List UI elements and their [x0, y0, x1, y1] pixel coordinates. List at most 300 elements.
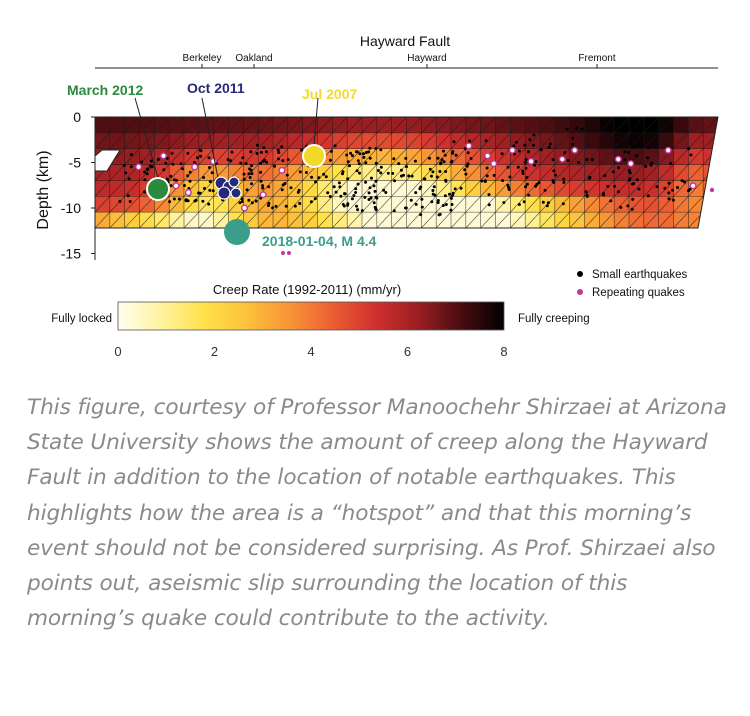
creep-cell — [258, 133, 273, 149]
creep-cell — [703, 165, 718, 181]
mesh-line — [703, 212, 718, 228]
y-axis-label: Depth (km) — [35, 150, 52, 230]
small-earthquake-point — [250, 182, 253, 185]
small-earthquake-point — [566, 128, 569, 131]
creep-cell — [599, 212, 614, 228]
small-earthquake-point — [414, 191, 417, 194]
creep-cell — [377, 196, 392, 212]
creep-cell — [674, 196, 689, 212]
small-earthquake-point — [265, 150, 268, 153]
creep-cell — [688, 212, 703, 228]
small-earthquake-point — [170, 175, 173, 178]
creep-cell — [169, 133, 184, 149]
small-earthquake-point — [484, 179, 487, 182]
creep-cell — [614, 133, 629, 149]
small-earthquake-point — [124, 171, 127, 174]
small-earthquake-point — [534, 160, 537, 163]
creep-cell — [496, 212, 511, 228]
small-earthquake-point — [362, 156, 365, 159]
creep-cell — [614, 165, 629, 181]
creep-cell — [555, 133, 570, 149]
small-earthquake-point — [317, 176, 320, 179]
creep-cell — [214, 133, 229, 149]
small-earthquake-point — [250, 169, 253, 172]
small-earthquake-point — [351, 154, 354, 157]
creep-cell — [392, 212, 407, 228]
small-earthquake-point — [612, 170, 615, 173]
small-earthquake-point — [449, 209, 452, 212]
small-earthquake-point — [310, 176, 313, 179]
small-earthquake-point — [542, 201, 545, 204]
legend — [577, 269, 687, 299]
creep-cell — [110, 180, 125, 196]
repeating-quake-point — [560, 156, 566, 162]
small-earthquake-point — [164, 162, 167, 165]
small-earthquake-point — [173, 198, 176, 201]
small-earthquake-point — [526, 183, 529, 186]
small-earthquake-point — [430, 175, 433, 178]
y-tick-label: -5 — [68, 154, 81, 171]
creep-cell — [555, 117, 570, 133]
small-earthquake-point — [208, 166, 211, 169]
small-earthquake-point — [588, 176, 591, 179]
small-earthquake-point — [314, 181, 317, 184]
colorbar-title: Creep Rate (1992-2011) (mm/yr) — [212, 282, 402, 297]
small-earthquake-point — [171, 152, 174, 155]
small-earthquake-point — [486, 167, 489, 170]
repeating-quake-point — [628, 161, 634, 167]
creep-cell — [481, 117, 496, 133]
small-earthquake-point — [297, 191, 300, 194]
small-earthquake-point — [260, 151, 263, 154]
event-oct-2011-marker — [229, 177, 239, 187]
small-earthquake-point — [281, 159, 284, 162]
creep-cell — [303, 212, 318, 228]
creep-cell — [451, 165, 466, 181]
creep-cell — [510, 212, 525, 228]
creep-cell — [570, 196, 585, 212]
event-oct-2011-marker — [231, 188, 241, 198]
creep-cell — [273, 149, 288, 165]
small-earthquake-point — [455, 154, 458, 157]
small-earthquake-point — [171, 163, 174, 166]
small-earthquake-point — [357, 159, 360, 162]
small-earthquake-point — [668, 182, 671, 185]
small-earthquake-point — [384, 191, 387, 194]
creep-cell — [125, 180, 140, 196]
small-earthquake-point — [523, 200, 526, 203]
creep-cell — [525, 196, 540, 212]
creep-cell — [585, 117, 600, 133]
creep-cell — [125, 149, 140, 165]
creep-cell — [392, 180, 407, 196]
small-earthquake-point — [212, 189, 215, 192]
event-jul-2007-label: Jul 2007 — [302, 86, 358, 102]
creep-cell — [599, 149, 614, 165]
small-earthquake-point — [343, 192, 346, 195]
creep-cell — [599, 180, 614, 196]
creep-cell — [347, 212, 362, 228]
colorbar-tick-label: 4 — [307, 344, 315, 359]
y-tick-label: 0 — [73, 109, 81, 125]
creep-cell — [466, 180, 481, 196]
small-earthquake-point — [404, 207, 407, 210]
colorbar-left-label: Fully locked — [51, 313, 112, 325]
small-earthquake-point — [314, 197, 317, 200]
small-earthquake-point — [339, 195, 342, 198]
creep-cell — [95, 117, 110, 133]
small-earthquake-point — [689, 154, 692, 157]
small-earthquake-point — [438, 213, 441, 216]
small-earthquake-point — [195, 199, 198, 202]
creep-cell — [421, 212, 436, 228]
small-earthquake-point — [185, 199, 188, 202]
small-earthquake-point — [433, 185, 436, 188]
y-ticks — [61, 109, 95, 262]
creep-cell — [570, 117, 585, 133]
small-earthquake-point — [207, 203, 210, 206]
small-earthquake-point — [357, 183, 360, 186]
creep-cell — [436, 133, 451, 149]
small-earthquake-point — [393, 209, 396, 212]
small-earthquake-point — [374, 147, 377, 150]
small-earthquake-point — [428, 157, 431, 160]
creep-cell — [674, 117, 689, 133]
creep-cell — [674, 165, 689, 181]
small-earthquake-point — [229, 159, 232, 162]
small-earthquake-point — [363, 196, 366, 199]
repeating-quake-point — [287, 251, 291, 255]
small-earthquake-point — [585, 194, 588, 197]
creep-cell — [140, 117, 155, 133]
small-earthquake-point — [294, 205, 297, 208]
small-earthquake-point — [488, 203, 491, 206]
colorbar-right-label: Fully creeping — [518, 313, 590, 325]
small-earthquake-point — [524, 185, 527, 188]
small-earthquake-point — [585, 158, 588, 161]
creep-cell — [318, 212, 333, 228]
small-earthquake-point — [351, 197, 354, 200]
creep-cell — [466, 196, 481, 212]
creep-cell — [288, 133, 303, 149]
small-earthquake-point — [287, 158, 290, 161]
small-earthquake-point — [537, 181, 540, 184]
small-earthquake-point — [404, 157, 407, 160]
small-earthquake-point — [227, 158, 230, 161]
small-earthquake-point — [265, 161, 268, 164]
small-earthquake-point — [466, 165, 469, 168]
small-earthquake-point — [334, 144, 337, 147]
event-march-2012-marker — [147, 178, 169, 200]
small-earthquake-point — [451, 203, 454, 206]
creep-cell — [229, 133, 244, 149]
small-earthquake-point — [200, 149, 203, 152]
creep-cell — [273, 117, 288, 133]
small-earthquake-point — [632, 182, 635, 185]
legend-small-eq-label: Small earthquakes — [592, 269, 688, 281]
small-earthquake-point — [189, 171, 192, 174]
small-earthquake-point — [358, 162, 361, 165]
small-earthquake-point — [681, 179, 684, 182]
small-earthquake-point — [444, 170, 447, 173]
small-earthquake-point — [591, 158, 594, 161]
small-earthquake-point — [635, 154, 638, 157]
small-earthquake-point — [419, 213, 422, 216]
small-earthquake-point — [443, 160, 446, 163]
creep-cell — [599, 196, 614, 212]
small-earthquake-point — [562, 181, 565, 184]
creep-cell — [377, 117, 392, 133]
small-earthquake-point — [277, 151, 280, 154]
creep-cell — [496, 149, 511, 165]
small-earthquake-point — [501, 179, 504, 182]
city-label-hayward: Hayward — [407, 53, 447, 64]
small-earthquake-point — [663, 187, 666, 190]
creep-cell — [362, 212, 377, 228]
small-earthquake-point — [356, 169, 359, 172]
creep-cell — [95, 133, 110, 149]
small-earthquake-point — [619, 206, 622, 209]
small-earthquake-point — [606, 185, 609, 188]
small-earthquake-point — [554, 174, 557, 177]
creep-cell — [599, 133, 614, 149]
small-earthquake-point — [623, 150, 626, 153]
small-earthquake-point — [255, 200, 258, 203]
creep-cell — [599, 117, 614, 133]
creep-cell — [169, 196, 184, 212]
small-earthquake-point — [532, 134, 535, 137]
creep-cell — [95, 180, 110, 196]
small-earthquake-point — [631, 198, 634, 201]
city-label-oakland: Oakland — [235, 53, 273, 64]
small-earthquake-point — [261, 184, 264, 187]
small-earthquake-point — [532, 144, 535, 147]
creep-cell — [332, 149, 347, 165]
event-oct-2011-label: Oct 2011 — [187, 80, 245, 96]
small-earthquake-point — [149, 165, 152, 168]
creep-cell — [421, 196, 436, 212]
small-earthquake-point — [275, 205, 278, 208]
small-earthquake-point — [626, 204, 629, 207]
small-earthquake-point — [143, 178, 146, 181]
small-earthquake-point — [349, 152, 352, 155]
creep-cell — [332, 165, 347, 181]
small-earthquake-point — [609, 199, 612, 202]
small-earthquake-point — [485, 139, 488, 142]
creep-cell — [347, 117, 362, 133]
repeating-quake-point — [528, 159, 534, 165]
small-earthquake-point — [369, 186, 372, 189]
small-earthquake-point — [250, 164, 253, 167]
small-earthquake-point — [330, 150, 333, 153]
small-earthquake-point — [527, 150, 530, 153]
creep-cell — [95, 196, 110, 212]
creep-cell — [362, 117, 377, 133]
creep-cell — [169, 165, 184, 181]
small-earthquake-point — [241, 197, 244, 200]
small-earthquake-point — [247, 199, 250, 202]
creep-cell — [169, 149, 184, 165]
small-earthquake-point — [631, 208, 634, 211]
small-earthquake-point — [436, 176, 439, 179]
creep-cell — [496, 196, 511, 212]
small-earthquake-point — [668, 197, 671, 200]
small-earthquake-point — [452, 192, 455, 195]
creep-cell — [659, 180, 674, 196]
small-earthquake-point — [140, 161, 143, 164]
small-earthquake-point — [617, 166, 620, 169]
small-earthquake-point — [189, 180, 192, 183]
small-earthquake-point — [186, 174, 189, 177]
repeating-quake-point — [510, 148, 516, 154]
creep-cell — [169, 117, 184, 133]
creep-cell — [466, 117, 481, 133]
small-earthquake-point — [671, 189, 674, 192]
small-earthquake-point — [129, 200, 132, 203]
creep-cell — [510, 180, 525, 196]
colorbar-tick-label: 2 — [210, 344, 219, 359]
creep-cell — [481, 133, 496, 149]
small-earthquake-point — [467, 151, 470, 154]
small-earthquake-point — [400, 169, 403, 172]
small-earthquake-point — [552, 158, 555, 161]
small-earthquake-point — [199, 192, 202, 195]
small-earthquake-point — [518, 150, 521, 153]
small-earthquake-point — [298, 202, 301, 205]
creep-cell — [169, 212, 184, 228]
small-earthquake-point — [617, 190, 620, 193]
creep-cell — [288, 117, 303, 133]
small-earthquake-point — [507, 186, 510, 189]
small-earthquake-point — [501, 152, 504, 155]
creep-cell — [451, 117, 466, 133]
small-earthquake-point — [329, 159, 332, 162]
repeating-quake-point — [279, 168, 285, 174]
small-earthquake-point — [524, 161, 527, 164]
creep-cell — [377, 180, 392, 196]
small-earthquake-point — [534, 185, 537, 188]
small-earthquake-point — [393, 179, 396, 182]
creep-cell — [332, 117, 347, 133]
small-earthquake-point — [346, 177, 349, 180]
small-earthquake-point — [175, 179, 178, 182]
creep-cell — [332, 212, 347, 228]
legend-repeating-marker — [577, 289, 583, 295]
legend-repeating-label: Repeating quakes — [592, 287, 685, 299]
creep-cell — [407, 117, 422, 133]
colorbar — [118, 302, 504, 330]
small-earthquake-point — [415, 203, 418, 206]
small-earthquake-point — [364, 181, 367, 184]
small-earthquake-point — [246, 188, 249, 191]
creep-cell — [466, 212, 481, 228]
small-earthquake-point — [518, 203, 521, 206]
small-earthquake-point — [256, 152, 259, 155]
creep-cell — [243, 133, 258, 149]
small-earthquake-point — [470, 157, 473, 160]
colorbar-ticks — [114, 344, 507, 359]
small-earthquake-point — [418, 187, 421, 190]
event-march-2012-label: March 2012 — [67, 82, 144, 98]
creep-cell — [703, 196, 718, 212]
small-earthquake-point — [603, 174, 606, 177]
creep-cell — [125, 212, 140, 228]
small-earthquake-point — [442, 204, 445, 207]
small-earthquake-point — [130, 153, 133, 156]
small-earthquake-point — [402, 174, 405, 177]
creep-cell — [362, 165, 377, 181]
chart-title: Hayward Fault — [359, 33, 451, 49]
creep-cell — [407, 133, 422, 149]
small-earthquake-point — [432, 193, 435, 196]
creep-cell — [688, 165, 703, 181]
small-earthquake-point — [243, 173, 246, 176]
small-earthquake-point — [405, 165, 408, 168]
small-earthquake-point — [368, 198, 371, 201]
small-earthquake-point — [454, 187, 457, 190]
small-earthquake-point — [348, 164, 351, 167]
small-earthquake-point — [361, 209, 364, 212]
small-earthquake-point — [430, 200, 433, 203]
small-earthquake-point — [548, 146, 551, 149]
small-earthquake-point — [546, 204, 549, 207]
creep-cell — [110, 196, 125, 212]
small-earthquake-point — [374, 190, 377, 193]
small-earthquake-point — [468, 140, 471, 143]
creep-cell — [214, 117, 229, 133]
creep-cell — [585, 149, 600, 165]
small-earthquake-point — [128, 177, 131, 180]
small-earthquake-point — [676, 186, 679, 189]
small-earthquake-point — [329, 195, 332, 198]
creep-cell — [570, 212, 585, 228]
creep-cell — [585, 212, 600, 228]
small-earthquake-point — [448, 193, 451, 196]
y-tick-label: -15 — [60, 245, 81, 262]
small-earthquake-point — [379, 148, 382, 151]
small-earthquake-point — [463, 168, 466, 171]
creep-cell — [688, 133, 703, 149]
small-earthquake-point — [373, 201, 376, 204]
creep-cell — [154, 133, 169, 149]
creep-cell — [659, 117, 674, 133]
event-2018-marker — [224, 219, 250, 245]
creep-cell — [674, 149, 689, 165]
small-earthquake-point — [450, 161, 453, 164]
small-earthquake-point — [621, 128, 624, 131]
small-earthquake-point — [364, 161, 367, 164]
small-earthquake-point — [367, 150, 370, 153]
small-earthquake-point — [655, 185, 658, 188]
small-earthquake-point — [196, 156, 199, 159]
small-earthquake-point — [410, 199, 413, 202]
small-earthquake-point — [667, 191, 670, 194]
small-earthquake-point — [166, 178, 169, 181]
creep-cell — [95, 149, 110, 165]
creep-cell — [703, 212, 718, 228]
small-earthquake-point — [209, 180, 212, 183]
creep-cell — [436, 117, 451, 133]
small-earthquake-point — [352, 194, 355, 197]
creep-cell — [258, 212, 273, 228]
small-earthquake-point — [420, 198, 423, 201]
small-earthquake-point — [277, 157, 280, 160]
creep-cell — [570, 180, 585, 196]
small-earthquake-point — [647, 146, 650, 149]
repeating-quake-point — [192, 164, 198, 170]
small-earthquake-point — [202, 176, 205, 179]
creep-cell — [614, 180, 629, 196]
